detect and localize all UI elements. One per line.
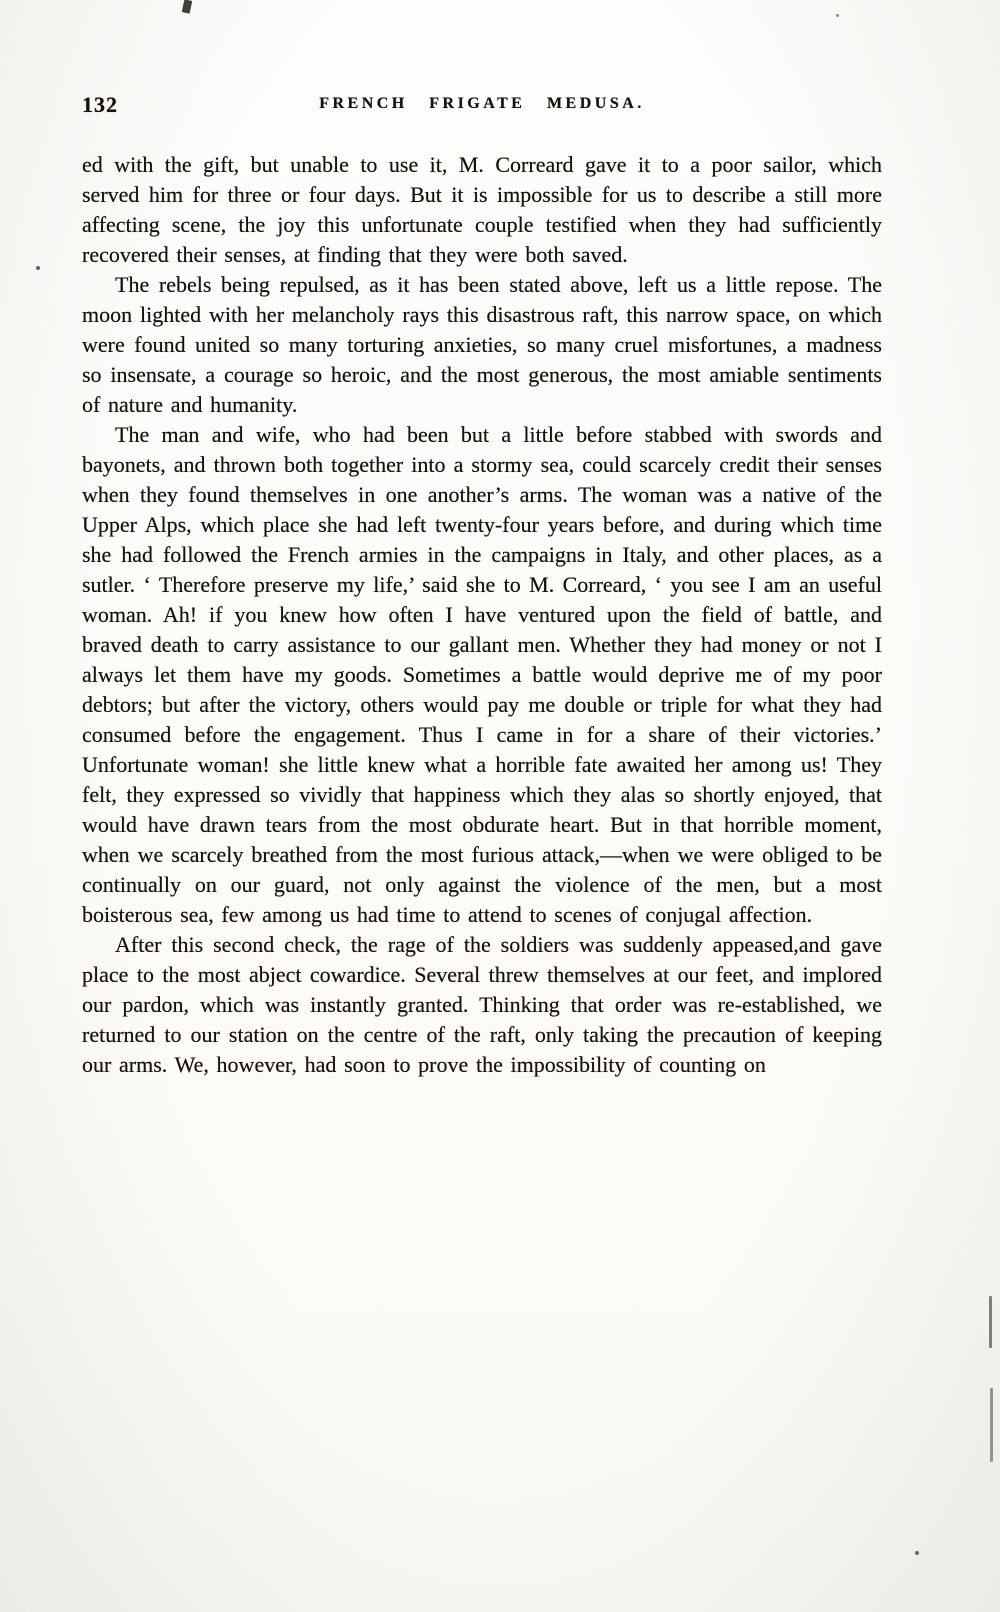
page-header: [82, 92, 882, 126]
running-title: FRENCH FRIGATE MEDUSA.: [319, 95, 645, 112]
scan-artifact-edge-mark: [990, 1388, 993, 1462]
page-body: [82, 150, 882, 1080]
page-number: 132: [82, 92, 118, 117]
scan-artifact-dot: [915, 1551, 919, 1555]
scan-artifact-edge-mark: [989, 1296, 992, 1348]
paragraph: The rebels being repulsed, as it has been stated above, left us a little repose. The moon lighted with her melancholy rays this disastrous raft, this narrow space, on which were found united so many torturing anxieties, so many cruel misfortunes, a madness so insensate, a courage so heroic, and the most generous, the most amiable sentiments of nature and humanity.: [82, 272, 882, 417]
scan-artifact-speck: [182, 0, 193, 14]
paragraph: The man and wife, who had been but a little before stabbed with swords and bayonets, and thrown both together into a stormy sea, could scarcely credit their senses when they found themselves in one another’s arms. The woman was a native of the Upper Alps, which place she had left twenty-four years before, and during which time she had followed the French armies in the campaigns in Italy, and other places, as a sutler. ‘ Therefore preserve my life,’ said she to M. Correard, ‘ you see I am an useful woman. Ah! if you knew how often I have ventured upon the field of battle, and braved death to carry assistance to our gallant men. Whether they had money or not I always let them have my goods. Sometimes a battle would deprive me of my poor debtors; but after the victory, others would pay me double or triple for what they had consumed before the engagement. Thus I came in for a share of their victories.’ Unfortunate woman! she little knew what a horrible fate awaited her among us! They felt, they expressed so vividly that happiness which they alas so shortly enjoyed, that would have drawn tears from the most obdurate heart. But in that horrible moment, when we scarcely breathed from the most furious attack,—when we were obliged to be continually on our guard, not only against the violence of the men, but a most boisterous sea, few among us had time to attend to scenes of conjugal affection.: [82, 422, 882, 927]
paragraph: After this second check, the rage of the soldiers was suddenly appeased,and gave place to the most abject cowardice. Several threw themselves at our feet, and implored our pardon, which was instantly granted. Thinking that order was re-established, we returned to our station on the centre of the raft, only taking the precaution of keeping our arms. We, however, had soon to prove the impossibility of counting on: [82, 932, 882, 1077]
scan-artifact-dot: [836, 14, 839, 17]
scan-artifact-dot: [36, 266, 40, 270]
paragraph: ed with the gift, but unable to use it, M. Correard gave it to a poor sailor, which served him for three or four days. But it is impossible for us to describe a still more affecting scene, the joy this unfortunate couple testified when they had sufficiently recovered their senses, at finding that they were both saved.: [82, 152, 882, 267]
